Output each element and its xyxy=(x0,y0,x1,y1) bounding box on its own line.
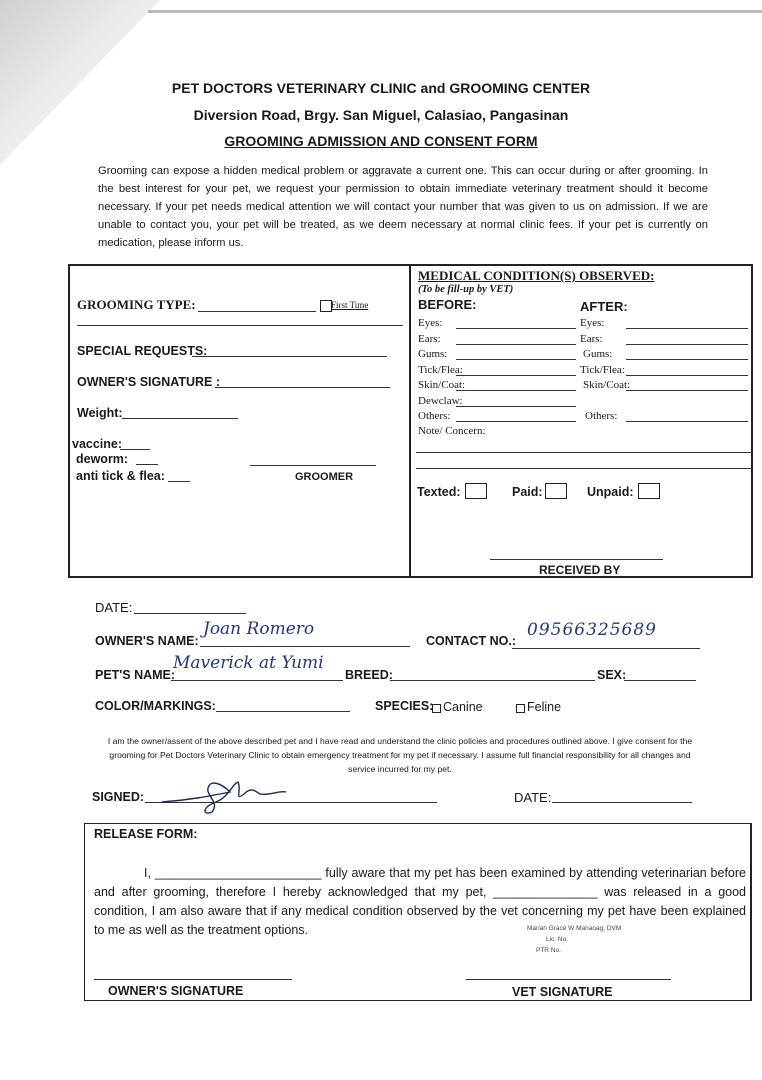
weight-label: Weight: xyxy=(77,406,123,420)
release-owner-signature-label: OWNER'S SIGNATURE xyxy=(108,984,244,998)
note-line-1[interactable] xyxy=(416,452,752,453)
after-item-label: Gums: xyxy=(583,348,613,360)
before-item-label: Others: xyxy=(418,410,451,422)
medical-heading: MEDICAL CONDITION(S) OBSERVED: xyxy=(418,268,655,283)
after-item-label: Tick/Flea: xyxy=(580,363,625,376)
anti-tick-label: anti tick & flea: xyxy=(76,469,165,483)
canine-checkbox[interactable] xyxy=(432,704,441,713)
owner-signature-field[interactable] xyxy=(215,387,390,388)
paid-label: Paid: xyxy=(512,485,543,499)
unpaid-checkbox[interactable] xyxy=(638,483,660,499)
special-requests-label: SPECIAL REQUESTS: xyxy=(77,344,208,358)
grooming-type-label: GROOMING TYPE: xyxy=(77,297,196,312)
before-item-field[interactable] xyxy=(456,359,576,360)
vaccine-field[interactable] xyxy=(120,449,150,450)
before-item-field[interactable] xyxy=(456,375,576,376)
date2-label: DATE: xyxy=(514,790,552,805)
species-label: SPECIES: xyxy=(375,699,434,713)
before-item-label: Dewclaw: xyxy=(418,394,463,407)
grooming-type-field[interactable] xyxy=(198,311,316,312)
special-requests-field[interactable] xyxy=(192,356,387,357)
feline-label: Feline xyxy=(527,700,562,714)
before-item-field[interactable] xyxy=(456,344,576,345)
before-item-label: Eyes: xyxy=(418,317,443,329)
date2-field[interactable] xyxy=(552,802,692,803)
before-item-field[interactable] xyxy=(456,406,576,407)
release-text: I, ________________________ fully aware that my pet has been examined by attending veterinarian before and after grooming, therefore I hereby acknowledged that my pet, _______________ was released in a good condition, I am also aware that if any medical condition observed by the vet concerning my pet have been explained to me as well as the treatment options. xyxy=(94,866,746,937)
date-field[interactable] xyxy=(134,613,246,614)
pet-name-label: PET'S NAME: xyxy=(95,668,176,682)
medical-subheading: (To be fill-up by VET) xyxy=(418,284,514,295)
signature-scribble xyxy=(160,772,300,817)
before-item-label: Skin/Coat: xyxy=(418,379,466,391)
vet-stamp-lic: Lic. No. xyxy=(546,936,569,943)
groomer-label: GROOMER xyxy=(295,471,354,483)
after-item-label: Others: xyxy=(585,410,618,422)
top-edge-line xyxy=(148,10,762,13)
before-item-field[interactable] xyxy=(456,390,576,391)
vet-stamp-ptr: PTR No. xyxy=(536,947,561,954)
vet-signature-label: VET SIGNATURE xyxy=(512,985,613,999)
owner-name-field[interactable] xyxy=(200,646,410,647)
grooming-type-line-2[interactable] xyxy=(77,325,403,326)
contact-field[interactable] xyxy=(512,648,700,649)
vet-stamp-name: Marian Grace W Manaoag, DVM xyxy=(527,925,622,932)
after-item-field[interactable] xyxy=(626,421,748,422)
contact-value: 09566325689 xyxy=(527,620,657,640)
breed-field[interactable] xyxy=(390,680,595,681)
unpaid-label: Unpaid: xyxy=(587,485,634,499)
deworm-field[interactable] xyxy=(136,464,158,465)
sex-label: SEX: xyxy=(597,668,627,682)
before-item-label: Gums: xyxy=(418,348,448,360)
owner-name-value: Joan Romero xyxy=(203,619,315,639)
weight-field[interactable] xyxy=(122,418,238,419)
before-item-field[interactable] xyxy=(456,328,576,329)
signed-label: SIGNED: xyxy=(92,790,145,804)
deworm-label: deworm: xyxy=(76,452,129,466)
color-field[interactable] xyxy=(216,711,350,712)
after-item-field[interactable] xyxy=(626,359,748,360)
after-heading: AFTER: xyxy=(580,299,628,314)
anti-tick-field[interactable] xyxy=(168,481,190,482)
groomer-signature-line[interactable] xyxy=(250,465,376,466)
after-item-field[interactable] xyxy=(626,390,748,391)
note-line-2[interactable] xyxy=(416,468,752,469)
pet-name-value: Maverick at Yumi xyxy=(173,653,324,673)
clinic-address: Diversion Road, Brgy. San Miguel, Calasiao, Pangasinan xyxy=(193,107,569,123)
texted-checkbox[interactable] xyxy=(465,483,487,499)
after-item-field[interactable] xyxy=(626,344,748,345)
note-label: Note/ Concern: xyxy=(418,425,486,437)
owner-signature-label: OWNER'S SIGNATURE : xyxy=(77,375,221,389)
consent-text: I am the owner/assent of the above described pet and I have read and understand the clinic policies and procedures outlined above. I give consent for the grooming for Pet Doctors Veterinary Clinic to obtain emergency treatment for my pet if necessary. I assume full financial responsibility for all changes and service incurred for my pet. xyxy=(107,736,693,774)
form-title: GROOMING ADMISSION AND CONSENT FORM xyxy=(224,133,538,149)
owner-name-label: OWNER'S NAME: xyxy=(95,634,199,648)
after-item-label: Skin/Coat: xyxy=(583,379,631,391)
before-item-label: Tick/Flea: xyxy=(418,363,463,376)
received-by-label: RECEIVED BY xyxy=(539,563,621,577)
paid-checkbox[interactable] xyxy=(545,483,567,499)
color-label: COLOR/MARKINGS: xyxy=(95,699,216,713)
after-item-label: Eyes: xyxy=(580,317,605,329)
received-by-line[interactable] xyxy=(490,559,663,560)
intro-paragraph: Grooming can expose a hidden medical problem or aggravate a current one. This can occur during or after grooming. In the best interest for your pet, we request your permission to obtain immediate veterinary treatment should it become necessary. If your pet needs medical attention we will contact your number that was given to us on admission. If we are unable to contact you, your pet will be treated, as we deem necessary at normal clinic fees. If your pet is currently on medication, please inform us. xyxy=(98,165,708,249)
after-item-field[interactable] xyxy=(626,375,748,376)
date-label: DATE: xyxy=(95,600,133,615)
sex-field[interactable] xyxy=(624,680,696,681)
box-divider xyxy=(409,264,411,578)
feline-checkbox[interactable] xyxy=(516,704,525,713)
before-heading: BEFORE: xyxy=(418,297,477,312)
canine-label: Canine xyxy=(443,700,483,714)
owner-signature-release-line[interactable] xyxy=(94,979,292,980)
before-item-label: Ears: xyxy=(418,332,441,345)
after-item-label: Ears: xyxy=(580,332,603,345)
vaccine-label: vaccine: xyxy=(72,437,123,451)
texted-label: Texted: xyxy=(417,485,461,499)
clinic-name: PET DOCTORS VETERINARY CLINIC and GROOMING CENTER xyxy=(171,80,591,96)
pet-name-field[interactable] xyxy=(171,680,343,681)
breed-label: BREED: xyxy=(345,668,393,682)
before-item-field[interactable] xyxy=(456,421,576,422)
vet-signature-line[interactable] xyxy=(466,979,671,980)
after-item-field[interactable] xyxy=(626,328,748,329)
contact-label: CONTACT NO.: xyxy=(426,634,517,648)
first-time-label: First Time xyxy=(331,300,369,310)
release-title: RELEASE FORM: xyxy=(94,827,198,841)
